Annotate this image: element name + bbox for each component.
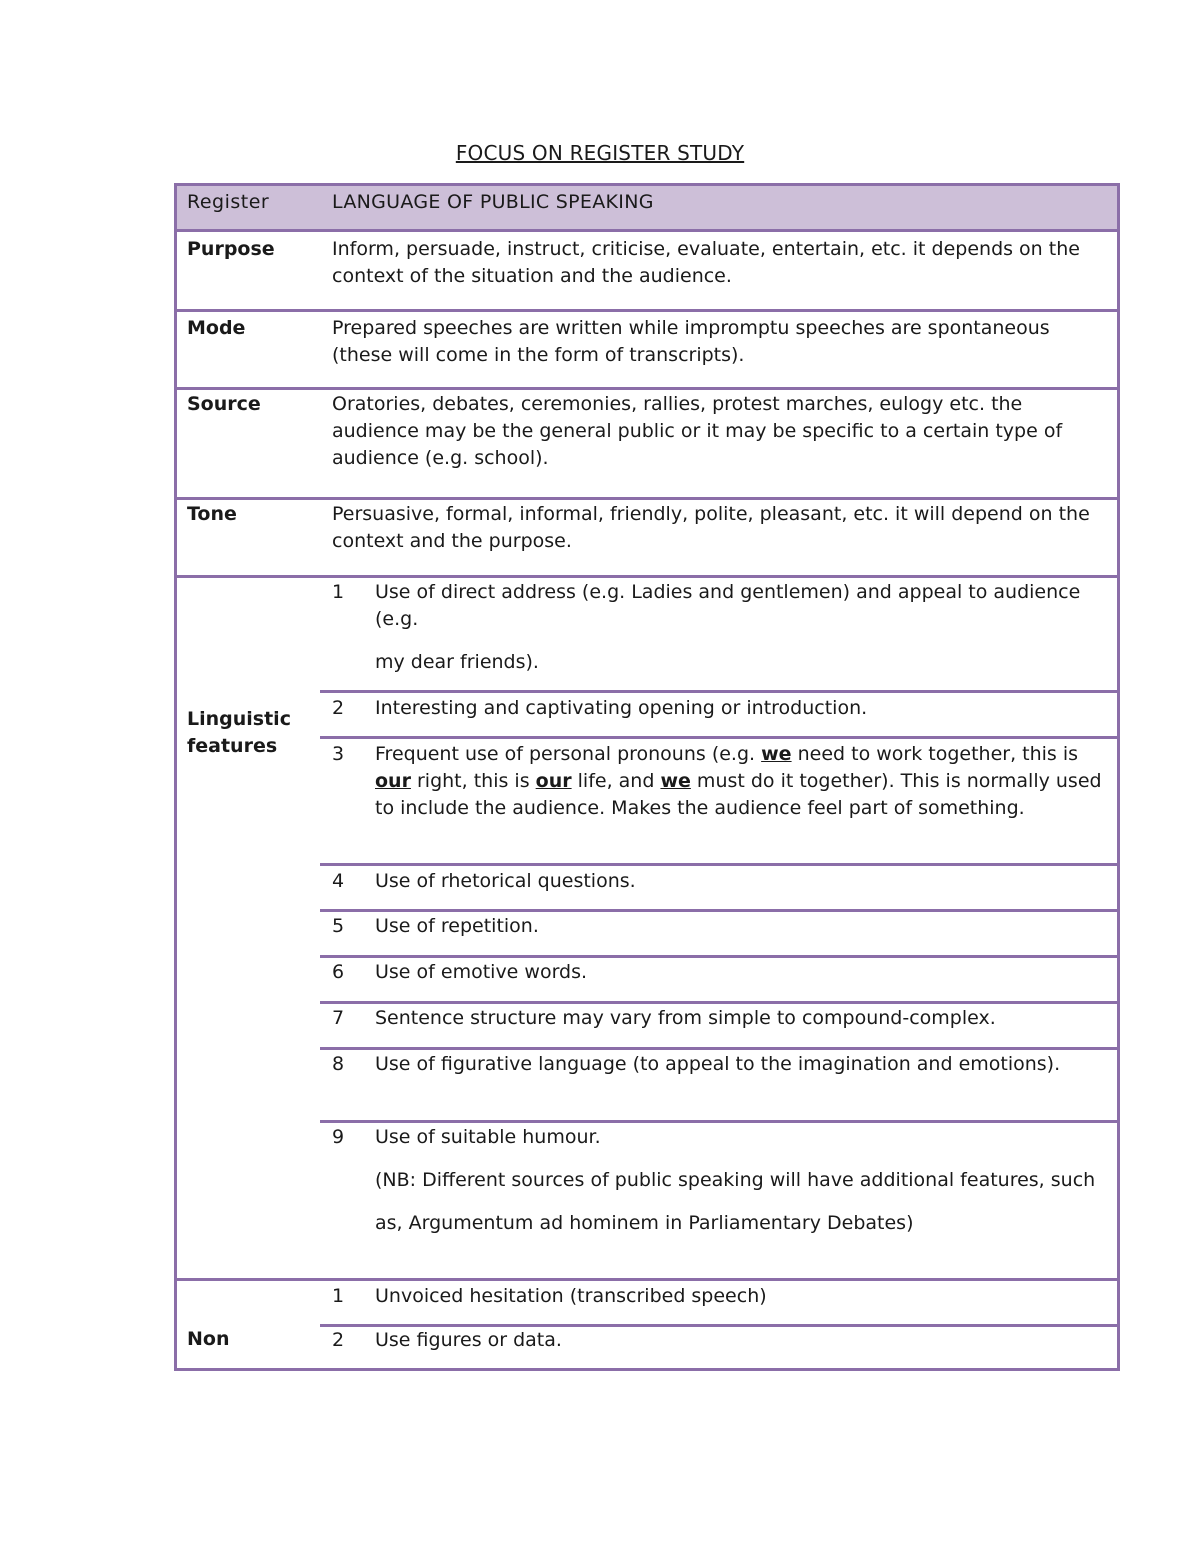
feature-text: Use of suitable humour. (NB: Different sources of public speaking will have additional features, such as, Argumentum ad hominem in Parliamentary Debates) [375, 1126, 1096, 1234]
non-text: Use figures or data. [375, 1329, 562, 1351]
header-value: LANGUAGE OF PUBLIC SPEAKING [332, 191, 654, 213]
feature-item [177, 1004, 1117, 1047]
tone-label: Tone [187, 503, 237, 525]
pronoun-we: we [761, 743, 792, 765]
feature-text: Use of emotive words. [375, 961, 588, 983]
feature-number: 1 [332, 581, 345, 603]
feature-number: 2 [332, 697, 345, 719]
feature-text: Use of rhetorical questions. [375, 870, 636, 892]
feature-item [177, 1050, 1117, 1120]
row-tone [177, 500, 1117, 575]
header-label: Register [187, 191, 270, 213]
non-item [177, 1327, 1117, 1368]
pronoun-we: we [660, 770, 691, 792]
row-mode [177, 312, 1117, 387]
non-text: Unvoiced hesitation (transcribed speech) [375, 1285, 767, 1307]
feature-item [177, 1123, 1117, 1278]
feature-number: 3 [332, 743, 345, 765]
feature-text: Sentence structure may vary from simple to compound-complex. [375, 1007, 996, 1029]
feature-number: 7 [332, 1007, 345, 1029]
register-table [174, 183, 1120, 1371]
feature-number: 9 [332, 1126, 345, 1148]
feature-text: Interesting and captivating opening or introduction. [375, 697, 868, 719]
pronoun-our: our [375, 770, 411, 792]
feature-number: 8 [332, 1053, 345, 1075]
feature-item [177, 693, 1117, 736]
source-text: Oratories, debates, ceremonies, rallies, protest marches, eulogy etc. the audience may be the general public or it may be specific to a certain type of audience (e.g. school). [332, 393, 1063, 469]
linguistic-features-label: Linguistic features [187, 708, 291, 757]
feature-text: Use of direct address (e.g. Ladies and gentlemen) and appeal to audience (e.g. my dear friends). [375, 581, 1081, 673]
feature-item [177, 578, 1117, 690]
purpose-text: Inform, persuade, instruct, criticise, evaluate, entertain, etc. it depends on the context of the situation and the audience. [332, 238, 1080, 287]
feature-text: Frequent use of personal pronouns (e.g. we need to work together, this is our right, this is our life, and we must do it together). This is normally used to include the audience. Makes the audience feel part of something. [375, 743, 1102, 819]
tone-text: Persuasive, formal, informal, friendly, polite, pleasant, etc. it will depend on the context and the purpose. [332, 503, 1090, 552]
pronoun-our: our [535, 770, 572, 792]
source-label: Source [187, 393, 261, 415]
feature-item [177, 866, 1117, 909]
feature-item [177, 739, 1117, 863]
feature-item [177, 912, 1117, 955]
row-source [177, 390, 1117, 497]
feature-number: 6 [332, 961, 345, 983]
feature-text: Use of figurative language (to appeal to the imagination and emotions). [375, 1053, 1061, 1075]
feature-item [177, 958, 1117, 1001]
non-number: 1 [332, 1285, 345, 1307]
header-row [177, 186, 1117, 229]
non-item [177, 1281, 1117, 1324]
non-label: Non [187, 1328, 230, 1350]
feature-number: 5 [332, 915, 345, 937]
row-purpose [177, 232, 1117, 309]
page-title: FOCUS ON REGISTER STUDY [455, 141, 745, 165]
feature-text: Use of repetition. [375, 915, 539, 937]
non-number: 2 [332, 1329, 345, 1351]
mode-text: Prepared speeches are written while impromptu speeches are spontaneous (these will come in the form of transcripts). [332, 317, 1050, 366]
mode-label: Mode [187, 317, 246, 339]
purpose-label: Purpose [187, 238, 275, 260]
feature-number: 4 [332, 870, 345, 892]
